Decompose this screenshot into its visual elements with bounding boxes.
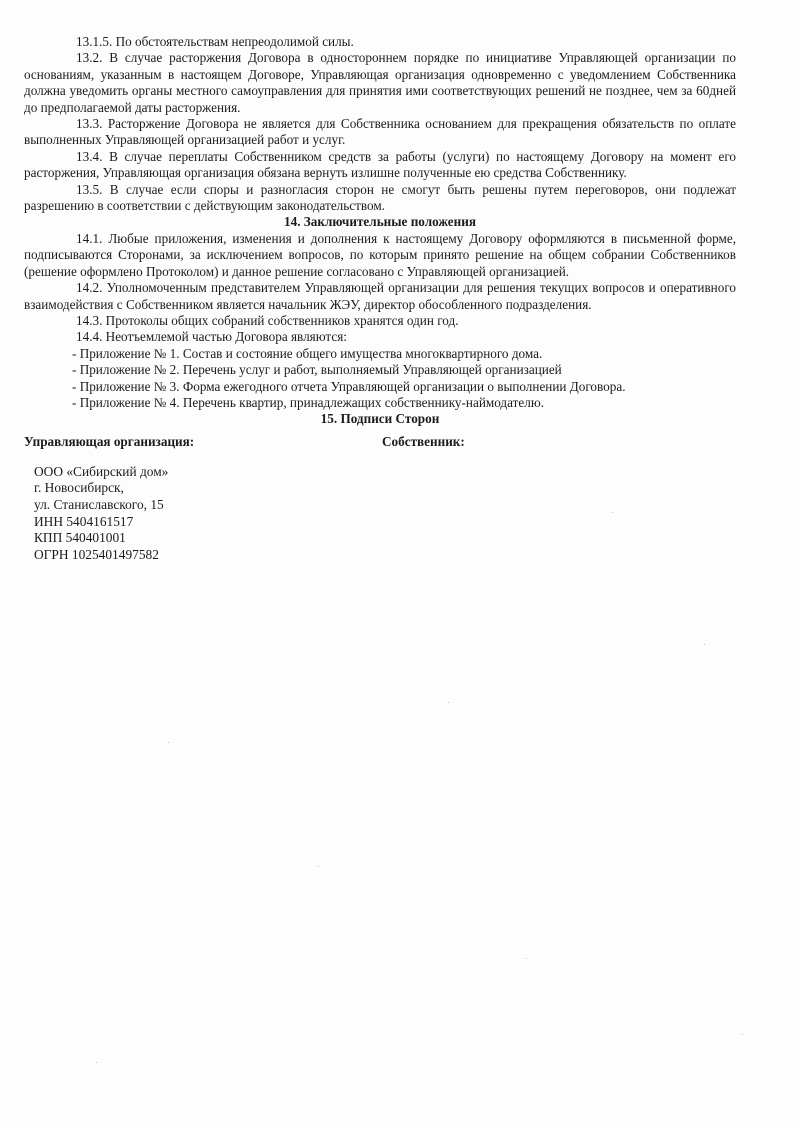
attachment-item: - Приложение № 3. Форма ежегодного отчета Управляющей организации о выполнении Договора. [72, 378, 626, 394]
section-15-heading: 15. Подписи Сторон [320, 411, 440, 427]
attachment-item: - Приложение № 1. Состав и состояние общего имущества многоквартирного дома. [72, 345, 543, 361]
signatures-row [24, 428, 736, 464]
clause-13-2: 13.2. В случае расторжения Договора в одностороннем порядке по инициативе Управляющей организации по основаниям, указанным в настоящем Договоре, Управляющая организация одновременно с уведомлением Собственника должна уведомить органы местного самоуправления для принятия ими соответствующих решений не позднее, чем за 60дней до предполагаемой даты расторжения. [24, 50, 736, 115]
scan-speck [742, 1034, 743, 1035]
scan-speck [448, 702, 449, 703]
clause-13-4: 13.4. В случае переплаты Собственником средств за работы (услуги) по настоящему Договору на момент его расторжения, Управляющая организация обязана вернуть излишне полученные ею средства Собственнику. [24, 148, 736, 181]
company-street: ул. Станиславского, 15 [34, 496, 164, 512]
attachments-list [24, 346, 736, 412]
attachment-item: - Приложение № 2. Перечень услуг и работ, выполняемый Управляющей организацией [72, 362, 562, 378]
document-body [24, 34, 736, 563]
company-ogrn: ОГРН 1025401497582 [34, 546, 159, 562]
clause-14-2: 14.2. Уполномоченным представителем Управляющей организации для решения текущих вопросов и оперативного взаимодействия с Собственником является начальник ЖЭУ, директор обособленного подразделения. [24, 280, 736, 312]
scan-speck [526, 958, 527, 959]
clause-14-3: 14.3. Протоколы общих собраний собственников хранятся один год. [76, 312, 459, 328]
company-city: г. Новосибирск, [34, 480, 124, 496]
attachment-item: - Приложение № 4. Перечень квартир, принадлежащих собственнику-наймодателю. [72, 394, 544, 410]
company-name: ООО «Сибирский дом» [34, 463, 169, 479]
clause-13-3: 13.3. Расторжение Договора не является для Собственника основанием для прекращения обязательств по оплате выполненных Управляющей организацией работ и услуг. [24, 116, 736, 148]
clause-14-4: 14.4. Неотъемлемой частью Договора являются: [76, 329, 347, 345]
section-14-heading: 14. Заключительные положения [284, 214, 476, 230]
scan-speck [318, 866, 319, 867]
clause-14-1: 14.1. Любые приложения, изменения и дополнения к настоящему Договору оформляются в письменной форме, подписываются Сторонами, за исключением вопросов, по которым принято решение на общем собрании Собственников (решение оформлено Протоколом) и данное решение согласовано с Управляющей организацией. [24, 230, 736, 279]
scan-speck [612, 512, 613, 513]
scan-speck [704, 644, 705, 645]
scan-speck [96, 1062, 97, 1063]
owner-label: Собственник: [382, 433, 465, 449]
company-kpp: КПП 540401001 [34, 530, 126, 546]
management-company-label: Управляющая организация: [24, 433, 195, 449]
company-details [24, 464, 736, 564]
scan-speck [168, 742, 169, 743]
clause-13-1-5: 13.1.5. По обстоятельствам непреодолимой силы. [76, 34, 354, 49]
company-inn: ИНН 5404161517 [34, 513, 134, 529]
clause-13-5: 13.5. В случае если споры и разногласия сторон не смогут быть решены путем переговоров, они подлежат разрешению в соответствии с действующим законодательством. [24, 181, 736, 214]
